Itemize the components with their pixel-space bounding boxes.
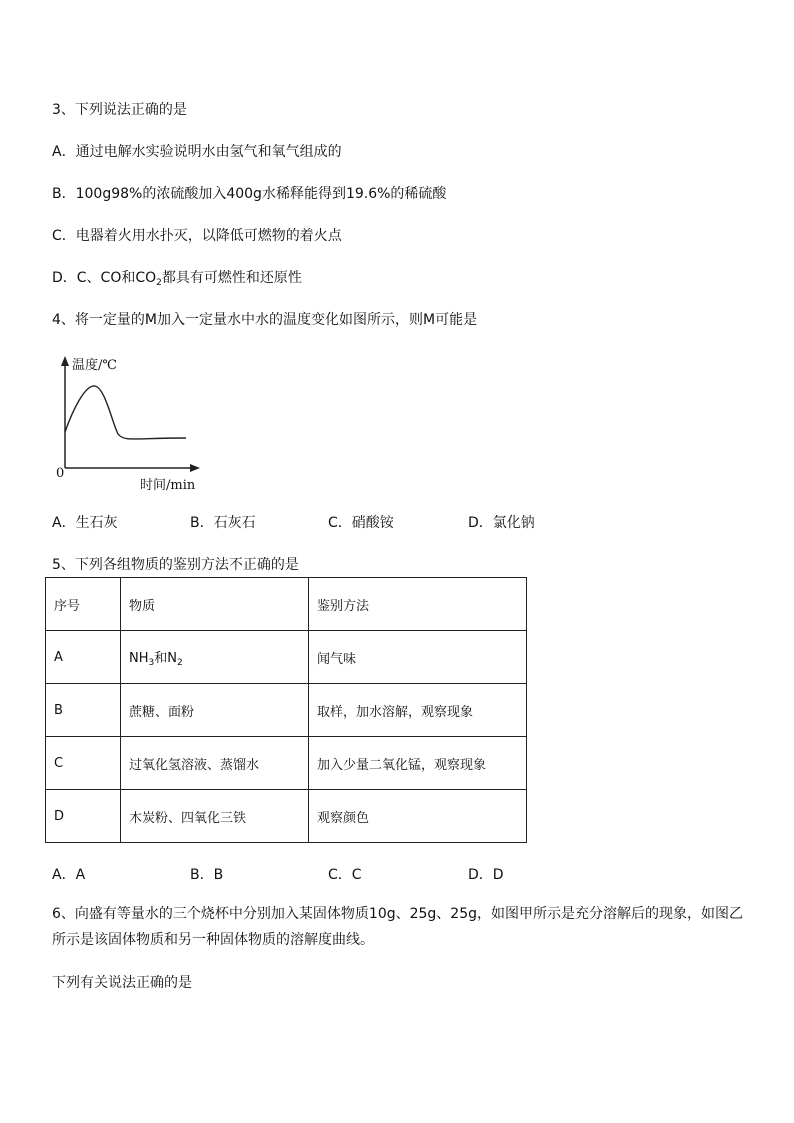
table-row [46,737,527,790]
y-axis-arrow [61,356,69,366]
q3-option-d-pre: D．C、CO和CO [52,270,157,286]
row-method: 观察颜色 [309,790,527,843]
table-row [46,684,527,737]
nh3-sub: 3 [148,657,155,668]
q3-option-d-sub: 2 [156,278,162,288]
q5-option-a: A．A [52,867,86,883]
q3-option-d [52,268,302,293]
header-method: 鉴别方法 [309,578,527,631]
row-substance [121,631,309,684]
q4-stem: 4、将一定量的M加入一定量水中水的温度变化如图所示，则M可能是 [52,312,478,328]
n2-sub: 2 [176,657,183,668]
q5-stem: 5、下列各组物质的鉴别方法不正确的是 [52,557,299,573]
q5-option-d: D．D [468,867,504,883]
temperature-graph [50,350,210,493]
header-id: 序号 [46,578,121,631]
temperature-curve [65,386,186,439]
header-substance: 物质 [121,578,309,631]
q4-option-c: C．硝酸铵 [328,515,394,531]
q3-option-d-post: 都具有可燃性和还原性 [161,270,302,286]
q3-option-a: A．通过电解水实验说明水由氢气和氧气组成的 [52,144,342,160]
row-method: 取样，加水溶解，观察现象 [309,684,527,737]
graph-xlabel: 时间/min [140,478,196,493]
q3-option-c: C．电器着火用水扑灭，以降低可燃物的着火点 [52,228,342,244]
graph-origin: 0 [56,466,65,481]
row-id: D [46,790,121,843]
row-substance: 木炭粉、四氧化三铁 [121,790,309,843]
nh-text: NH [129,650,149,666]
graph-ylabel: 温度/℃ [72,358,117,373]
row-id: C [46,737,121,790]
row-id: A [46,631,121,684]
q5-option-c: C．C [328,867,362,883]
q6-follow: 下列有关说法正确的是 [52,975,192,991]
x-axis-arrow [190,464,200,472]
q3-option-b: B．100g98%的浓硫酸加入400g水稀释能得到19.6%的稀硫酸 [52,186,447,202]
row-substance: 蔗糖、面粉 [121,684,309,737]
identification-table [45,577,527,843]
q3-stem: 3、下列说法正确的是 [52,102,187,118]
table-row [46,790,527,843]
q4-option-a: A．生石灰 [52,515,118,531]
and-n-text: 和N [154,650,177,666]
table-row [46,631,527,684]
q4-option-d: D．氯化钠 [468,515,535,531]
row-method: 闻气味 [309,631,527,684]
row-substance: 过氧化氢溶液、蒸馏水 [121,737,309,790]
q6-stem: 6、向盛有等量水的三个烧杯中分别加入某固体物质10g、25g、25g，如图甲所示是充分溶解后的现象，如图乙所示是该固体物质和另一种固体物质的溶解度曲线。 [52,906,744,948]
row-id: B [46,684,121,737]
table-header-row [46,578,527,631]
q5-option-b: B．B [190,867,224,883]
row-method: 加入少量二氧化锰，观察现象 [309,737,527,790]
q4-option-b: B．石灰石 [190,515,256,531]
